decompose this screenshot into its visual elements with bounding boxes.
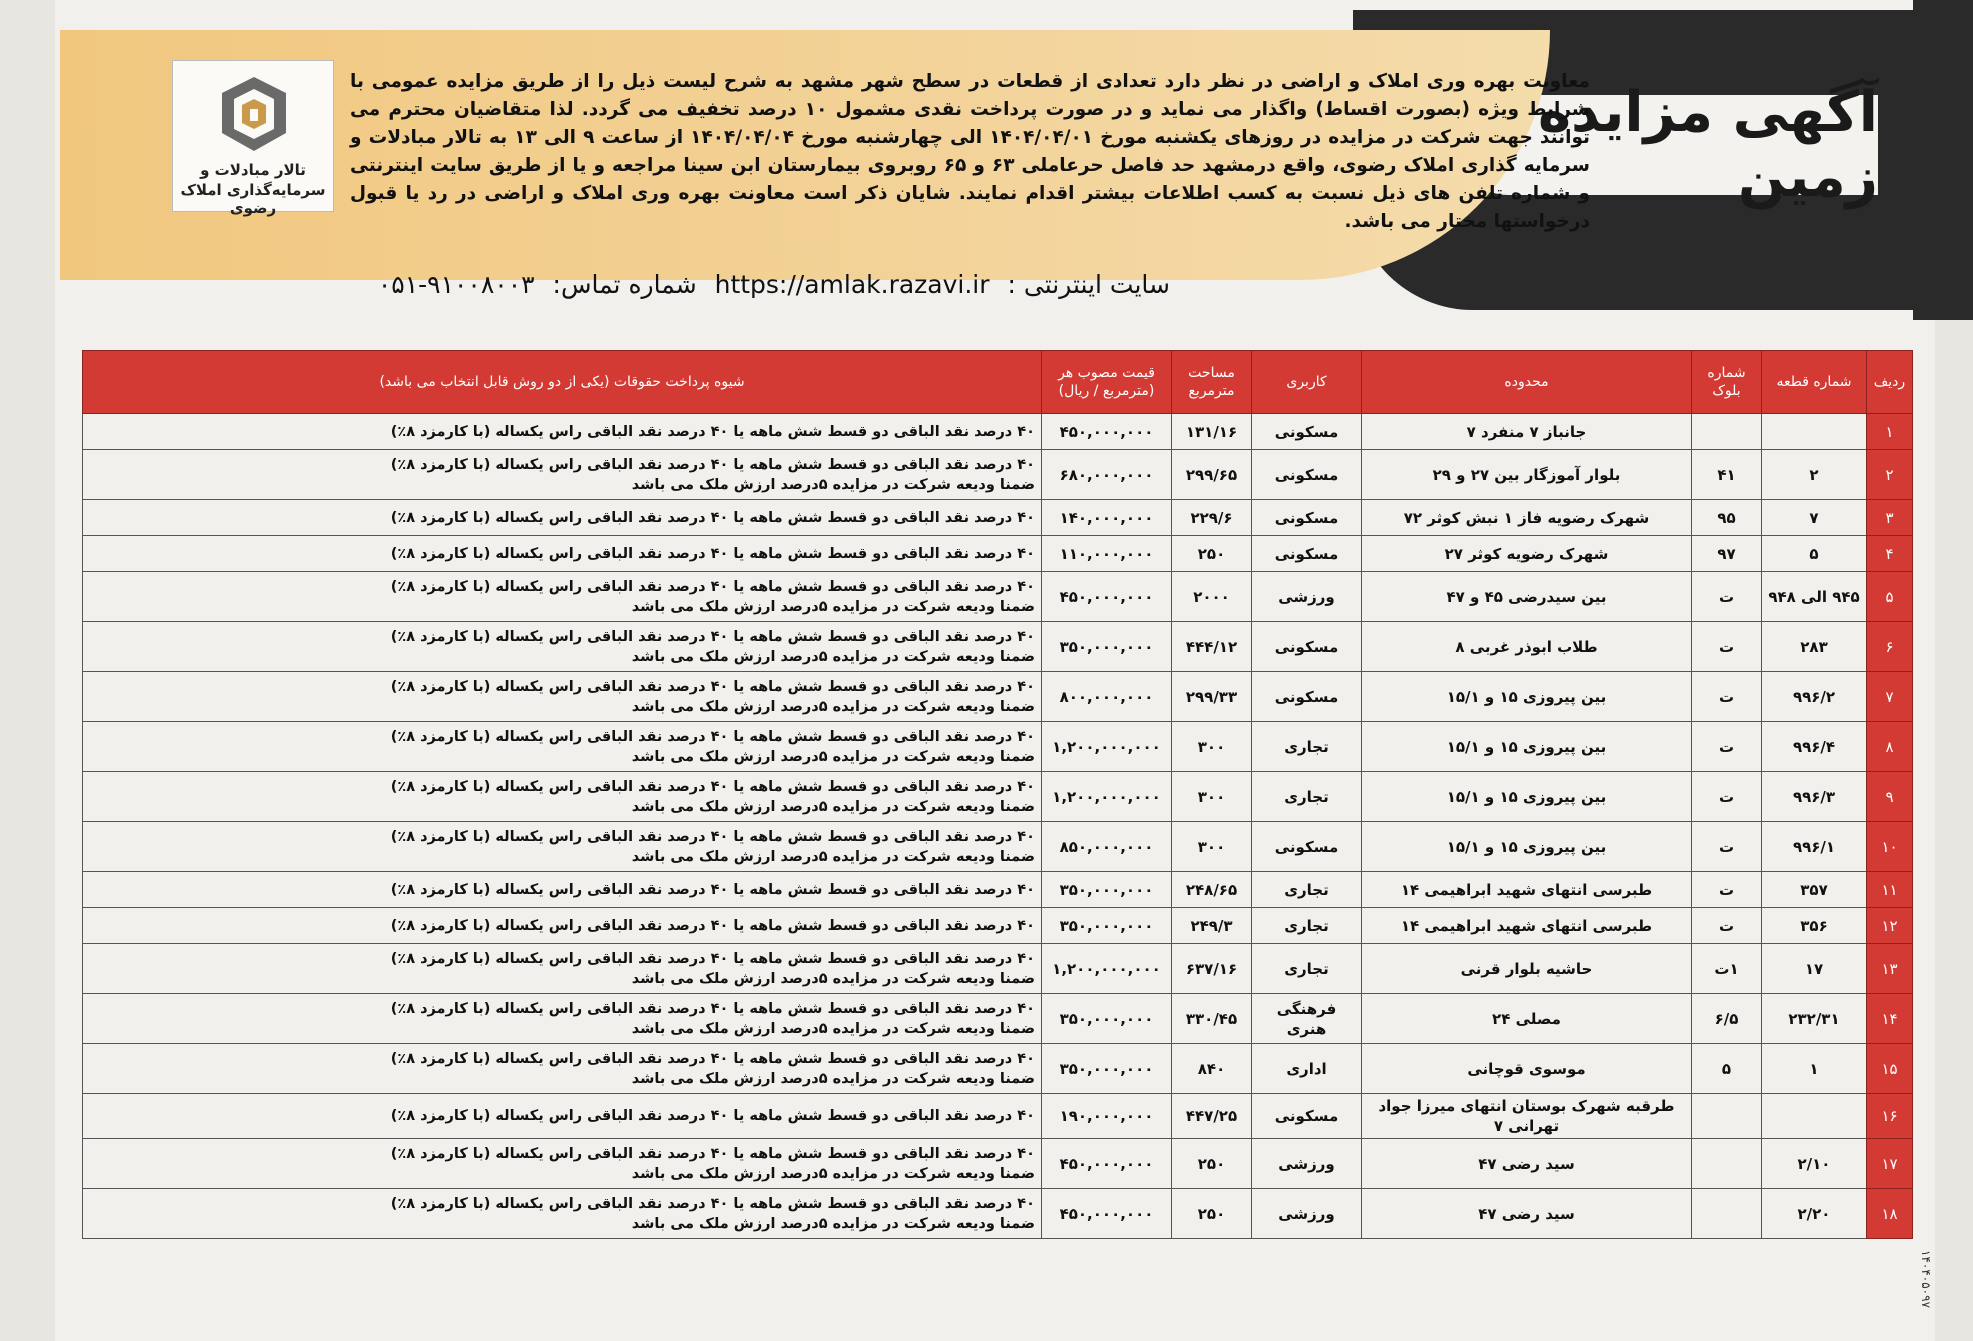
cell-area: ۳۰۰: [1172, 822, 1252, 872]
cell-row-number: ۳: [1867, 500, 1913, 536]
payment-deposit-note: ضمنا ودیعه شرکت در مزایده ۵درصد ارزش ملک می باشد: [631, 648, 1035, 665]
table-row: [83, 944, 1913, 994]
cell-payment: [83, 1094, 1042, 1139]
cell-plot-number: ۱۷: [1762, 944, 1867, 994]
payment-terms: ۴۰ درصد نقد الباقی دو قسط شش ماهه یا ۴۰ درصد نقد الباقی راس یکساله (با کارمزد ۸٪): [390, 917, 1035, 934]
cell-plot-number: [1762, 414, 1867, 450]
cell-payment: [83, 822, 1042, 872]
cell-row-number: ۴: [1867, 536, 1913, 572]
cell-row-number: ۱۵: [1867, 1044, 1913, 1094]
cell-price: ۴۵۰,۰۰۰,۰۰۰: [1042, 1189, 1172, 1239]
header-row-number: ردیف: [1867, 351, 1913, 414]
cell-location: بلوار آموزگار بین ۲۷ و ۲۹: [1362, 450, 1692, 500]
payment-terms: ۴۰ درصد نقد الباقی دو قسط شش ماهه یا ۴۰ درصد نقد الباقی راس یکساله (با کارمزد ۸٪): [390, 1145, 1035, 1162]
cell-payment: [83, 536, 1042, 572]
cell-usage: اداری: [1252, 1044, 1362, 1094]
cell-usage: تجاری: [1252, 872, 1362, 908]
table-row: [83, 672, 1913, 722]
cell-plot-number: ۹۹۶/۲: [1762, 672, 1867, 722]
cell-price: ۳۵۰,۰۰۰,۰۰۰: [1042, 1044, 1172, 1094]
table-row: [83, 1189, 1913, 1239]
cell-usage: مسکونی: [1252, 822, 1362, 872]
cell-row-number: ۸: [1867, 722, 1913, 772]
cell-location: سید رضی ۴۷: [1362, 1189, 1692, 1239]
cell-area: ۴۴۷/۲۵: [1172, 1094, 1252, 1139]
cell-row-number: ۱: [1867, 414, 1913, 450]
cell-usage: مسکونی: [1252, 414, 1362, 450]
cell-block-number: ت: [1692, 872, 1762, 908]
cell-price: ۱,۲۰۰,۰۰۰,۰۰۰: [1042, 722, 1172, 772]
cell-location: بین پیروزی ۱۵ و ۱۵/۱: [1362, 672, 1692, 722]
cell-row-number: ۱۱: [1867, 872, 1913, 908]
header-plot-number: شماره قطعه: [1762, 351, 1867, 414]
table-row: [83, 722, 1913, 772]
payment-terms: ۴۰ درصد نقد الباقی دو قسط شش ماهه یا ۴۰ درصد نقد الباقی راس یکساله (با کارمزد ۸٪): [390, 950, 1035, 967]
cell-price: ۳۵۰,۰۰۰,۰۰۰: [1042, 994, 1172, 1044]
website-link[interactable]: https://amlak.razavi.ir: [714, 270, 990, 299]
table-row: [83, 414, 1913, 450]
cell-usage: تجاری: [1252, 944, 1362, 994]
cell-area: ۲۴۸/۶۵: [1172, 872, 1252, 908]
payment-terms: ۴۰ درصد نقد الباقی دو قسط شش ماهه یا ۴۰ درصد نقد الباقی راس یکساله (با کارمزد ۸٪): [390, 678, 1035, 695]
cell-plot-number: ۲۳۲/۳۱: [1762, 994, 1867, 1044]
cell-plot-number: ۲۸۳: [1762, 622, 1867, 672]
logo-mark-icon: [206, 73, 302, 155]
cell-usage: ورزشی: [1252, 572, 1362, 622]
cell-usage: ورزشی: [1252, 1189, 1362, 1239]
cell-location: طلاب ابوذر غربی ۸: [1362, 622, 1692, 672]
website-label: سایت اینترنتی :: [1007, 270, 1170, 299]
cell-block-number: ت: [1692, 722, 1762, 772]
cell-payment: [83, 572, 1042, 622]
cell-location: بین پیروزی ۱۵ و ۱۵/۱: [1362, 722, 1692, 772]
cell-location: جانباز ۷ منفرد ۷: [1362, 414, 1692, 450]
cell-price: ۸۰۰,۰۰۰,۰۰۰: [1042, 672, 1172, 722]
cell-location: حاشیه بلوار قرنی: [1362, 944, 1692, 994]
cell-area: ۲۹۹/۶۵: [1172, 450, 1252, 500]
cell-area: ۳۳۰/۴۵: [1172, 994, 1252, 1044]
payment-terms: ۴۰ درصد نقد الباقی دو قسط شش ماهه یا ۴۰ درصد نقد الباقی راس یکساله (با کارمزد ۸٪): [390, 578, 1035, 595]
cell-usage: مسکونی: [1252, 500, 1362, 536]
table-row: [83, 872, 1913, 908]
cell-block-number: ت: [1692, 622, 1762, 672]
table-body: [83, 414, 1913, 1239]
payment-terms: ۴۰ درصد نقد الباقی دو قسط شش ماهه یا ۴۰ درصد نقد الباقی راس یکساله (با کارمزد ۸٪): [390, 1195, 1035, 1212]
cell-payment: [83, 500, 1042, 536]
cell-price: ۳۵۰,۰۰۰,۰۰۰: [1042, 908, 1172, 944]
table-row: [83, 908, 1913, 944]
cell-price: ۱,۲۰۰,۰۰۰,۰۰۰: [1042, 944, 1172, 994]
payment-terms: ۴۰ درصد نقد الباقی دو قسط شش ماهه یا ۴۰ درصد نقد الباقی راس یکساله (با کارمزد ۸٪): [390, 1108, 1035, 1124]
cell-payment: [83, 450, 1042, 500]
cell-row-number: ۱۶: [1867, 1094, 1913, 1139]
payment-terms: ۴۰ درصد نقد الباقی دو قسط شش ماهه یا ۴۰ درصد نقد الباقی راس یکساله (با کارمزد ۸٪): [390, 828, 1035, 845]
cell-location: بین سیدرضی ۴۵ و ۴۷: [1362, 572, 1692, 622]
payment-terms: ۴۰ درصد نقد الباقی دو قسط شش ماهه یا ۴۰ درصد نقد الباقی راس یکساله (با کارمزد ۸٪): [390, 881, 1035, 898]
cell-area: ۶۳۷/۱۶: [1172, 944, 1252, 994]
payment-deposit-note: ضمنا ودیعه شرکت در مزایده ۵درصد ارزش ملک می باشد: [631, 598, 1035, 615]
cell-plot-number: ۵: [1762, 536, 1867, 572]
cell-location: طرقبه شهرک بوستان انتهای میرزا جواد تهرانی ۷: [1362, 1094, 1692, 1139]
cell-block-number: ت: [1692, 772, 1762, 822]
cell-payment: [83, 908, 1042, 944]
cell-block-number: ت: [1692, 572, 1762, 622]
cell-price: ۱۹۰,۰۰۰,۰۰۰: [1042, 1094, 1172, 1139]
cell-row-number: ۱۰: [1867, 822, 1913, 872]
payment-terms: ۴۰ درصد نقد الباقی دو قسط شش ماهه یا ۴۰ درصد نقد الباقی راس یکساله (با کارمزد ۸٪): [390, 456, 1035, 473]
header-price: قیمت مصوب هر (مترمربع / ریال): [1042, 351, 1172, 414]
cell-block-number: ۶/۵: [1692, 994, 1762, 1044]
footer-code: ۱۴۰۴۰۵۰۹۷: [1919, 1250, 1933, 1309]
payment-deposit-note: ضمنا ودیعه شرکت در مزایده ۵درصد ارزش ملک می باشد: [631, 476, 1035, 493]
cell-row-number: ۱۴: [1867, 994, 1913, 1044]
cell-usage: تجاری: [1252, 908, 1362, 944]
cell-block-number: ت: [1692, 822, 1762, 872]
cell-area: ۴۴۴/۱۲: [1172, 622, 1252, 672]
cell-area: ۲۵۰: [1172, 1189, 1252, 1239]
logo-line2: سرمایه‌گذاری املاک رضوی: [180, 181, 326, 217]
payment-terms: ۴۰ درصد نقد الباقی دو قسط شش ماهه یا ۴۰ درصد نقد الباقی راس یکساله (با کارمزد ۸٪): [390, 509, 1035, 526]
header-payment: شیوه پرداخت حقوقات (یکی از دو روش قابل انتخاب می باشد): [83, 351, 1042, 414]
cell-location: بین پیروزی ۱۵ و ۱۵/۱: [1362, 822, 1692, 872]
cell-location: بین پیروزی ۱۵ و ۱۵/۱: [1362, 772, 1692, 822]
cell-area: ۲۲۹/۶: [1172, 500, 1252, 536]
cell-block-number: ۴۱: [1692, 450, 1762, 500]
payment-deposit-note: ضمنا ودیعه شرکت در مزایده ۵درصد ارزش ملک می باشد: [631, 1215, 1035, 1232]
cell-location: مصلی ۲۴: [1362, 994, 1692, 1044]
cell-area: ۳۰۰: [1172, 772, 1252, 822]
cell-area: ۱۳۱/۱۶: [1172, 414, 1252, 450]
table-row: [83, 572, 1913, 622]
cell-usage: تجاری: [1252, 722, 1362, 772]
phone-label: شماره تماس:: [552, 270, 697, 299]
header-location: محدوده: [1362, 351, 1692, 414]
table-row: [83, 622, 1913, 672]
cell-plot-number: ۹۴۵ الی ۹۴۸: [1762, 572, 1867, 622]
cell-plot-number: ۹۹۶/۴: [1762, 722, 1867, 772]
cell-block-number: ۹۷: [1692, 536, 1762, 572]
cell-block-number: ت: [1692, 672, 1762, 722]
cell-location: موسوی قوچانی: [1362, 1044, 1692, 1094]
cell-plot-number: ۹۹۶/۳: [1762, 772, 1867, 822]
table-header-row: [83, 351, 1913, 414]
cell-plot-number: ۷: [1762, 500, 1867, 536]
cell-row-number: ۵: [1867, 572, 1913, 622]
cell-payment: [83, 672, 1042, 722]
payment-terms: ۴۰ درصد نقد الباقی دو قسط شش ماهه یا ۴۰ درصد نقد الباقی راس یکساله (با کارمزد ۸٪): [390, 628, 1035, 645]
payment-deposit-note: ضمنا ودیعه شرکت در مزایده ۵درصد ارزش ملک می باشد: [631, 1070, 1035, 1087]
cell-payment: [83, 414, 1042, 450]
cell-plot-number: ۲: [1762, 450, 1867, 500]
cell-price: ۴۵۰,۰۰۰,۰۰۰: [1042, 1139, 1172, 1189]
cell-usage: مسکونی: [1252, 536, 1362, 572]
cell-payment: [83, 722, 1042, 772]
cell-plot-number: [1762, 1094, 1867, 1139]
cell-payment: [83, 772, 1042, 822]
cell-plot-number: ۳۵۷: [1762, 872, 1867, 908]
cell-area: ۲۴۹/۳: [1172, 908, 1252, 944]
cell-row-number: ۱۸: [1867, 1189, 1913, 1239]
cell-location: شهرک رضویه کوثر ۲۷: [1362, 536, 1692, 572]
table-row: [83, 822, 1913, 872]
cell-row-number: ۱۷: [1867, 1139, 1913, 1189]
cell-payment: [83, 1139, 1042, 1189]
cell-row-number: ۱۲: [1867, 908, 1913, 944]
cell-usage: مسکونی: [1252, 622, 1362, 672]
contact-line: [320, 270, 1170, 310]
table-row: [83, 450, 1913, 500]
payment-deposit-note: ضمنا ودیعه شرکت در مزایده ۵درصد ارزش ملک می باشد: [631, 1165, 1035, 1182]
cell-plot-number: ۲/۲۰: [1762, 1189, 1867, 1239]
cell-block-number: ۱ت: [1692, 944, 1762, 994]
page-title: آگهی مزایده زمین: [1458, 95, 1878, 195]
cell-payment: [83, 872, 1042, 908]
cell-payment: [83, 1044, 1042, 1094]
auction-table: [82, 350, 1913, 1239]
logo-line1: تالار مبادلات و: [200, 161, 306, 179]
intro-text: معاونت بهره وری املاک و اراضی در نظر دارد تعدادی از قطعات در سطح شهر مشهد به شرح لیست ذیل را از طریق مزایده عمومی با شرایط ویژه (بصورت اقساط) واگذار می نماید و در صورت پرداخت نقدی مشمول ۱۰ درصد تخفیف می گردد. لذا متقاضیان محترم می توانند جهت شرکت در مزایده در روزهای یکشنبه مورخ ۱۴۰۴/۰۴/۰۱ الی چهارشنبه مورخ ۱۴۰۴/۰۴/۰۴ از ساعت ۹ الی ۱۳ به تالار مبادلات و سرمایه گذاری املاک رضوی، واقع درمشهد حد فاصل حرعاملی ۶۳ و ۶۵ روبروی بیمارستان ابن سینا مراجعه و یا از طریق سایت اینترنتی و شماره تلفن های ذیل نسبت به کسب اطلاعات بیشتر اقدام نمایند. شایان ذکر است معاونت بهره وری املاک و اراضی در رد یا قبول درخواستها مختار می باشد.: [350, 71, 1591, 232]
cell-area: ۲۹۹/۳۳: [1172, 672, 1252, 722]
cell-block-number: [1692, 1139, 1762, 1189]
cell-block-number: ت: [1692, 908, 1762, 944]
cell-plot-number: ۱: [1762, 1044, 1867, 1094]
cell-plot-number: ۳۵۶: [1762, 908, 1867, 944]
cell-price: ۱۴۰,۰۰۰,۰۰۰: [1042, 500, 1172, 536]
cell-plot-number: ۹۹۶/۱: [1762, 822, 1867, 872]
payment-terms: ۴۰ درصد نقد الباقی دو قسط شش ماهه یا ۴۰ درصد نقد الباقی راس یکساله (با کارمزد ۸٪): [390, 728, 1035, 745]
cell-payment: [83, 622, 1042, 672]
cell-price: ۴۵۰,۰۰۰,۰۰۰: [1042, 414, 1172, 450]
cell-plot-number: ۲/۱۰: [1762, 1139, 1867, 1189]
payment-terms: ۴۰ درصد نقد الباقی دو قسط شش ماهه یا ۴۰ درصد نقد الباقی راس یکساله (با کارمزد ۸٪): [390, 1000, 1035, 1017]
cell-location: شهرک رضویه فاز ۱ نبش کوثر ۷۲: [1362, 500, 1692, 536]
cell-price: ۳۵۰,۰۰۰,۰۰۰: [1042, 872, 1172, 908]
cell-row-number: ۹: [1867, 772, 1913, 822]
cell-usage: مسکونی: [1252, 1094, 1362, 1139]
payment-deposit-note: ضمنا ودیعه شرکت در مزایده ۵درصد ارزش ملک می باشد: [631, 848, 1035, 865]
table-row: [83, 994, 1913, 1044]
payment-deposit-note: ضمنا ودیعه شرکت در مزایده ۵درصد ارزش ملک می باشد: [631, 748, 1035, 765]
cell-location: طبرسی انتهای شهید ابراهیمی ۱۴: [1362, 872, 1692, 908]
payment-terms: ۴۰ درصد نقد الباقی دو قسط شش ماهه یا ۴۰ درصد نقد الباقی راس یکساله (با کارمزد ۸٪): [390, 423, 1035, 440]
cell-price: ۶۸۰,۰۰۰,۰۰۰: [1042, 450, 1172, 500]
table-row: [83, 1044, 1913, 1094]
cell-location: طبرسی انتهای شهید ابراهیمی ۱۴: [1362, 908, 1692, 944]
header-area: مساحت مترمربع: [1172, 351, 1252, 414]
cell-price: ۱,۲۰۰,۰۰۰,۰۰۰: [1042, 772, 1172, 822]
payment-terms: ۴۰ درصد نقد الباقی دو قسط شش ماهه یا ۴۰ درصد نقد الباقی راس یکساله (با کارمزد ۸٪): [390, 545, 1035, 562]
logo: [172, 60, 334, 217]
table-row: [83, 500, 1913, 536]
payment-deposit-note: ضمنا ودیعه شرکت در مزایده ۵درصد ارزش ملک می باشد: [631, 798, 1035, 815]
cell-row-number: ۷: [1867, 672, 1913, 722]
cell-price: ۴۵۰,۰۰۰,۰۰۰: [1042, 572, 1172, 622]
cell-usage: ورزشی: [1252, 1139, 1362, 1189]
header-usage: کاربری: [1252, 351, 1362, 414]
header-block-number: شماره بلوک: [1692, 351, 1762, 414]
cell-usage: فرهنگی هنری: [1252, 994, 1362, 1044]
table-row: [83, 1094, 1913, 1139]
cell-area: ۸۴۰: [1172, 1044, 1252, 1094]
phone-number: ۰۵۱-۹۱۰۰۸۰۰۳: [377, 270, 535, 299]
cell-block-number: [1692, 414, 1762, 450]
payment-terms: ۴۰ درصد نقد الباقی دو قسط شش ماهه یا ۴۰ درصد نقد الباقی راس یکساله (با کارمزد ۸٪): [390, 1050, 1035, 1067]
cell-row-number: ۲: [1867, 450, 1913, 500]
cell-block-number: [1692, 1189, 1762, 1239]
cell-row-number: ۶: [1867, 622, 1913, 672]
intro-panel: [60, 30, 1591, 280]
cell-usage: تجاری: [1252, 772, 1362, 822]
cell-payment: [83, 944, 1042, 994]
cell-location: سید رضی ۴۷: [1362, 1139, 1692, 1189]
payment-deposit-note: ضمنا ودیعه شرکت در مزایده ۵درصد ارزش ملک می باشد: [631, 1020, 1035, 1037]
table-row: [83, 536, 1913, 572]
cell-price: ۸۵۰,۰۰۰,۰۰۰: [1042, 822, 1172, 872]
cell-payment: [83, 994, 1042, 1044]
cell-price: ۳۵۰,۰۰۰,۰۰۰: [1042, 622, 1172, 672]
payment-terms: ۴۰ درصد نقد الباقی دو قسط شش ماهه یا ۴۰ درصد نقد الباقی راس یکساله (با کارمزد ۸٪): [390, 778, 1035, 795]
cell-block-number: ۹۵: [1692, 500, 1762, 536]
table-row: [83, 1139, 1913, 1189]
cell-row-number: ۱۳: [1867, 944, 1913, 994]
cell-area: ۳۰۰: [1172, 722, 1252, 772]
cell-usage: مسکونی: [1252, 672, 1362, 722]
cell-payment: [83, 1189, 1042, 1239]
payment-deposit-note: ضمنا ودیعه شرکت در مزایده ۵درصد ارزش ملک می باشد: [631, 970, 1035, 987]
cell-area: ۲۰۰۰: [1172, 572, 1252, 622]
cell-area: ۲۵۰: [1172, 1139, 1252, 1189]
cell-area: ۲۵۰: [1172, 536, 1252, 572]
cell-usage: مسکونی: [1252, 450, 1362, 500]
payment-deposit-note: ضمنا ودیعه شرکت در مزایده ۵درصد ارزش ملک می باشد: [631, 698, 1035, 715]
cell-block-number: [1692, 1094, 1762, 1139]
table-row: [83, 772, 1913, 822]
cell-price: ۱۱۰,۰۰۰,۰۰۰: [1042, 536, 1172, 572]
cell-block-number: ۵: [1692, 1044, 1762, 1094]
